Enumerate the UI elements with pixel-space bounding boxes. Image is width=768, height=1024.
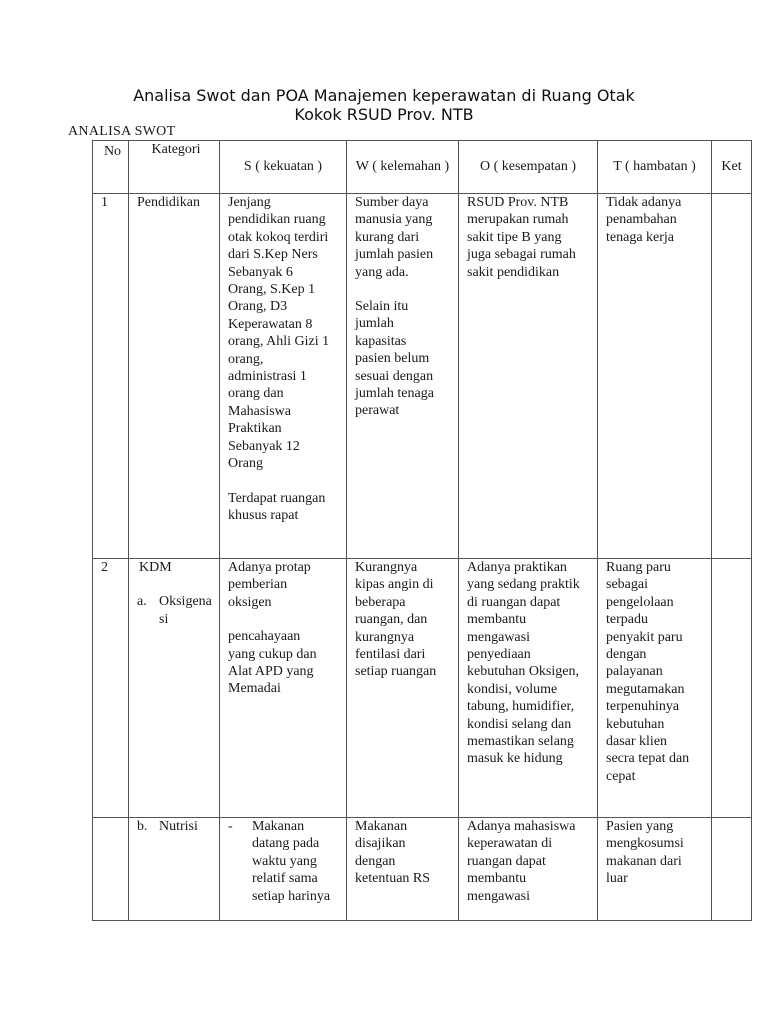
cell-text-line: Terdapat ruangan xyxy=(228,490,326,506)
category-cell xyxy=(129,559,220,818)
cell-text-line: palayanan xyxy=(606,664,663,680)
cell-text-line: waktu yang xyxy=(252,853,317,869)
list-marker: b. xyxy=(137,819,148,834)
header-no: No xyxy=(93,141,129,194)
cell-text-line: beberapa xyxy=(355,594,406,610)
cell-text-line: perawat xyxy=(355,403,400,419)
cell-text-line: kebutuhan Oksigen, xyxy=(467,664,579,680)
threats-cell xyxy=(598,818,712,921)
cell-text-line: setiap harinya xyxy=(252,888,331,904)
cell-text-line: keperawatan di xyxy=(467,836,553,852)
cell-text-line: yang sedang praktik xyxy=(467,577,580,593)
cell-text-line: Mahasiswa xyxy=(228,403,291,419)
cell-text-line: Orang, S.Kep 1 xyxy=(228,282,316,298)
subcategory-item xyxy=(137,818,215,835)
cell-text-line: mengawasi xyxy=(467,888,530,904)
cell-text-line: penyediaan xyxy=(467,647,531,663)
cell-text-line: Sebanyak 6 xyxy=(228,264,293,280)
title-line-2: Kokok RSUD Prov. NTB xyxy=(294,105,474,124)
header-ket: Ket xyxy=(712,141,752,194)
category-cell: Pendidikan xyxy=(129,194,220,559)
cell-text-line: disajikan xyxy=(355,836,406,852)
cell-text-line: relatif sama xyxy=(252,871,318,887)
cell-text-line: sebagai xyxy=(606,577,648,593)
cell-text-line: sakit tipe B yang xyxy=(467,229,562,245)
cell-text-line: Nutrisi xyxy=(159,819,198,834)
cell-text-line: datang pada xyxy=(252,836,320,852)
title-line-1: Analisa Swot dan POA Manajemen keperawatan di Ruang Otak xyxy=(133,86,635,105)
cell-text-line: kurang dari xyxy=(355,229,420,245)
cell-text-line: orang, xyxy=(228,351,264,367)
cell-text-line: fentilasi dari xyxy=(355,647,426,663)
cell-text-line: kapasitas xyxy=(355,333,407,349)
cell-text-line: pasien belum xyxy=(355,351,430,367)
cell-text-line: tabung, humidifier, xyxy=(467,699,575,715)
cell-text-line: ketentuan RS xyxy=(355,871,431,887)
ket-cell xyxy=(712,818,752,921)
cell-text-line: orang, Ahli Gizi 1 xyxy=(228,334,330,350)
opportunities-cell xyxy=(459,818,598,921)
header-kategori: Kategori xyxy=(129,141,220,194)
cell-text-line: Sebanyak 12 xyxy=(228,438,300,454)
cell-text-line: oksigen xyxy=(228,594,272,610)
cell-text-line: membantu xyxy=(467,871,527,887)
subcategory-item xyxy=(137,593,215,628)
cell-text-line: jumlah tenaga xyxy=(355,386,434,402)
cell-text-line: sesuai dengan xyxy=(355,368,434,384)
document-title xyxy=(0,86,768,124)
cell-text-line: Adanya praktikan xyxy=(467,560,567,575)
cell-text-line: pendidikan ruang xyxy=(228,212,326,228)
header-threats: T ( hambatan ) xyxy=(598,141,712,194)
cell-text-line: megutamakan xyxy=(606,681,685,697)
category-cell xyxy=(129,818,220,921)
cell-text-line: dengan xyxy=(606,647,647,663)
row-number: 1 xyxy=(93,194,129,559)
cell-text-line: Adanya mahasiswa xyxy=(467,819,576,834)
table-header-row xyxy=(93,141,752,194)
section-label: ANALISA SWOT xyxy=(68,124,176,139)
cell-text-line: Sumber daya xyxy=(355,195,429,210)
table-row xyxy=(93,818,752,921)
table-row xyxy=(93,559,752,818)
cell-text-line: masuk ke hidung xyxy=(467,751,563,767)
cell-text-line: yang ada. xyxy=(355,264,409,280)
ket-cell xyxy=(712,194,752,559)
cell-text-line: membantu xyxy=(467,612,527,628)
cell-text-line: Orang, D3 xyxy=(228,299,288,315)
cell-text-line: Selain itu xyxy=(355,299,409,315)
cell-text-line: Keperawatan 8 xyxy=(228,316,313,332)
cell-text-line: terpenuhinya xyxy=(606,699,680,715)
strengths-cell xyxy=(220,818,347,921)
swot-table xyxy=(92,140,752,921)
cell-text-line: sakit pendidikan xyxy=(467,264,560,280)
strengths-cell xyxy=(220,559,347,818)
opportunities-cell xyxy=(459,559,598,818)
header-opportunities: O ( kesempatan ) xyxy=(459,141,598,194)
cell-text-line: Praktikan xyxy=(228,421,282,437)
threats-cell xyxy=(598,194,712,559)
cell-text-line: jumlah pasien xyxy=(355,247,434,263)
cell-text-line: Tidak adanya xyxy=(606,195,682,210)
cell-text-line: pencahayaan xyxy=(228,629,301,645)
cell-text-line: RSUD Prov. NTB xyxy=(467,195,569,210)
cell-text-line: dasar klien xyxy=(606,734,668,750)
cell-text-line: si xyxy=(159,611,169,627)
header-weaknesses: W ( kelemahan ) xyxy=(347,141,459,194)
cell-text-line: Ruang paru xyxy=(606,560,671,575)
cell-text-line: secra tepat dan xyxy=(606,751,690,767)
cell-text-line: khusus rapat xyxy=(228,507,299,523)
threats-cell xyxy=(598,559,712,818)
cell-text-line: cepat xyxy=(606,768,636,784)
cell-text-line: Jenjang xyxy=(228,195,271,210)
cell-text-line: jumlah xyxy=(355,316,394,332)
cell-text-line: Makanan xyxy=(355,819,408,834)
cell-text-line: terpadu xyxy=(606,612,648,628)
opportunities-cell xyxy=(459,194,598,559)
bullet-marker: - xyxy=(228,819,233,834)
cell-text-line: di ruangan dapat xyxy=(467,594,561,610)
cell-text-line: Alat APD yang xyxy=(228,664,314,680)
cell-text-line: administrasi 1 xyxy=(228,369,307,385)
cell-text-line: pengelolaan xyxy=(606,594,674,610)
cell-text-line: mengkosumsi xyxy=(606,836,684,852)
cell-text-line: Orang xyxy=(228,456,263,472)
cell-text-line: juga sebagai rumah xyxy=(467,247,576,263)
cell-text-line: kebutuhan xyxy=(606,716,665,732)
cell-text-line: Memadai xyxy=(228,681,281,697)
header-strengths: S ( kekuatan ) xyxy=(220,141,347,194)
cell-text-line: manusia yang xyxy=(355,212,433,228)
row-number xyxy=(93,818,129,921)
cell-text-line: Makanan xyxy=(252,819,305,834)
weaknesses-cell xyxy=(347,559,459,818)
cell-text-line: kipas angin di xyxy=(355,577,434,593)
cell-text-line: penyakit paru xyxy=(606,629,683,645)
cell-text-line: memastikan selang xyxy=(467,734,574,750)
cell-text-line: mengawasi xyxy=(467,629,530,645)
table-row xyxy=(93,194,752,559)
cell-text-line: pemberian xyxy=(228,577,288,593)
cell-text-line: penambahan xyxy=(606,212,677,228)
cell-text-line: dengan xyxy=(355,853,396,869)
cell-text-line: Kurangnya xyxy=(355,560,418,575)
weaknesses-cell xyxy=(347,818,459,921)
cell-text-line: merupakan rumah xyxy=(467,212,569,228)
cell-text-line: makanan dari xyxy=(606,853,682,869)
cell-text-line: otak kokoq terdiri xyxy=(228,229,329,245)
ket-cell xyxy=(712,559,752,818)
cell-text-line: tenaga kerja xyxy=(606,229,675,245)
list-marker: a. xyxy=(137,594,147,610)
cell-text-line: yang cukup dan xyxy=(228,646,317,662)
cell-text-line: kondisi, volume xyxy=(467,681,558,697)
cell-text-line: Pasien yang xyxy=(606,819,674,834)
cell-text-line: luar xyxy=(606,871,628,887)
weaknesses-cell xyxy=(347,194,459,559)
cell-text-line: kondisi selang dan xyxy=(467,716,572,732)
row-number: 2 xyxy=(93,559,129,818)
strengths-cell xyxy=(220,194,347,559)
cell-text-line: ruangan dapat xyxy=(467,853,546,869)
cell-text-line: Oksigena xyxy=(159,594,212,610)
cell-text-line: ruangan, dan xyxy=(355,612,428,628)
cell-text-line: Adanya protap xyxy=(228,560,311,575)
bullet-item xyxy=(228,818,342,905)
cell-text-line: kurangnya xyxy=(355,629,415,645)
category-label: KDM xyxy=(139,560,172,575)
cell-text-line: setiap ruangan xyxy=(355,664,437,680)
cell-text-line: orang dan xyxy=(228,386,284,402)
cell-text-line: dari S.Kep Ners xyxy=(228,247,318,263)
